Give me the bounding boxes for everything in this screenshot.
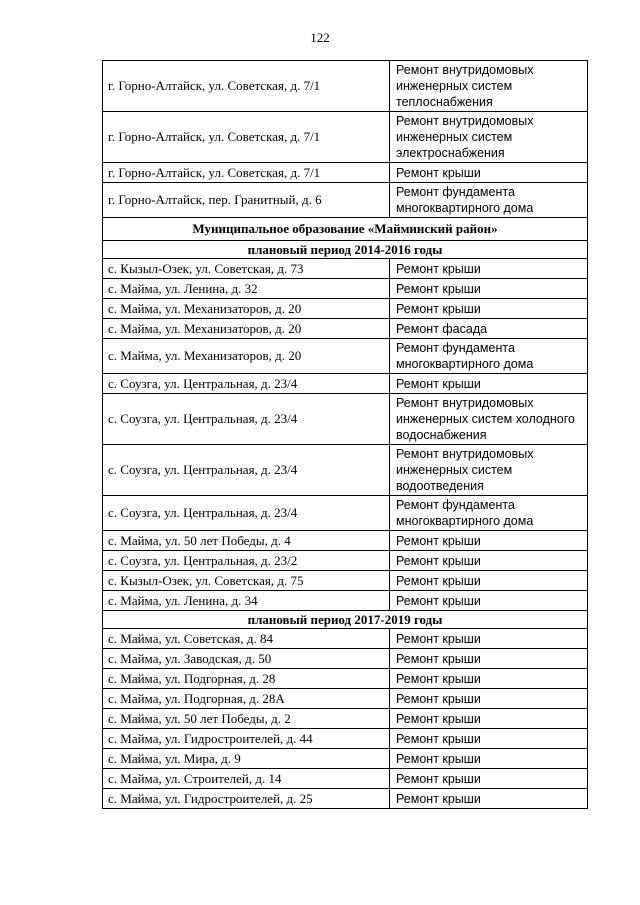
work-type-cell: Ремонт крыши: [390, 163, 588, 183]
address-cell: с. Майма, ул. Советская, д. 84: [103, 629, 390, 649]
work-type-cell: Ремонт крыши: [390, 669, 588, 689]
work-type-cell: Ремонт крыши: [390, 749, 588, 769]
address-cell: с. Кызыл-Озек, ул. Советская, д. 73: [103, 259, 390, 279]
table-row: [103, 709, 588, 729]
table-row: [103, 61, 588, 112]
work-type-cell: Ремонт крыши: [390, 299, 588, 319]
address-cell: с. Майма, ул. Подгорная, д. 28: [103, 669, 390, 689]
work-type-cell: Ремонт фасада: [390, 319, 588, 339]
address-cell: с. Майма, ул. Строителей, д. 14: [103, 769, 390, 789]
table-row: [103, 112, 588, 163]
address-cell: с. Кызыл-Озек, ул. Советская, д. 75: [103, 571, 390, 591]
work-type-cell: Ремонт крыши: [390, 729, 588, 749]
table-row: [103, 591, 588, 611]
work-type-cell: Ремонт крыши: [390, 374, 588, 394]
period-heading-row: [103, 241, 588, 259]
page-number: 122: [310, 30, 330, 45]
table-row: [103, 319, 588, 339]
address-cell: с. Майма, ул. Механизаторов, д. 20: [103, 299, 390, 319]
period-heading: плановый период 2014-2016 годы: [103, 241, 588, 259]
table-row: [103, 629, 588, 649]
address-cell: с. Майма, ул. 50 лет Победы, д. 4: [103, 531, 390, 551]
table-row: [103, 299, 588, 319]
address-cell: г. Горно-Алтайск, ул. Советская, д. 7/1: [103, 61, 390, 112]
table-row: [103, 571, 588, 591]
address-cell: с. Майма, ул. Гидростроителей, д. 44: [103, 729, 390, 749]
address-cell: г. Горно-Алтайск, пер. Гранитный, д. 6: [103, 183, 390, 218]
address-cell: с. Соузга, ул. Центральная, д. 23/4: [103, 374, 390, 394]
address-cell: с. Соузга, ул. Центральная, д. 23/4: [103, 445, 390, 496]
work-type-cell: Ремонт крыши: [390, 709, 588, 729]
work-type-cell: Ремонт крыши: [390, 551, 588, 571]
table-row: [103, 445, 588, 496]
table-row: [103, 729, 588, 749]
work-type-cell: Ремонт крыши: [390, 571, 588, 591]
address-cell: с. Соузга, ул. Центральная, д. 23/2: [103, 551, 390, 571]
table-row: [103, 163, 588, 183]
address-cell: с. Майма, ул. Механизаторов, д. 20: [103, 319, 390, 339]
work-type-cell: Ремонт крыши: [390, 591, 588, 611]
work-type-cell: Ремонт крыши: [390, 789, 588, 809]
work-type-cell: Ремонт фундамента многоквартирного дома: [390, 183, 588, 218]
table-row: [103, 496, 588, 531]
work-type-cell: Ремонт внутридомовых инженерных систем электроснабжения: [390, 112, 588, 163]
address-cell: с. Соузга, ул. Центральная, д. 23/4: [103, 394, 390, 445]
registry-body: [103, 61, 588, 809]
address-cell: с. Майма, ул. Ленина, д. 32: [103, 279, 390, 299]
address-cell: г. Горно-Алтайск, ул. Советская, д. 7/1: [103, 163, 390, 183]
address-cell: с. Соузга, ул. Центральная, д. 23/4: [103, 496, 390, 531]
address-cell: с. Майма, ул. Заводская, д. 50: [103, 649, 390, 669]
table-row: [103, 531, 588, 551]
section-heading: Муниципальное образование «Майминский район»: [103, 218, 588, 241]
table-row: [103, 259, 588, 279]
table-row: [103, 649, 588, 669]
address-cell: с. Майма, ул. Мира, д. 9: [103, 749, 390, 769]
period-heading-row: [103, 611, 588, 629]
work-type-cell: Ремонт внутридомовых инженерных систем холодного водоснабжения: [390, 394, 588, 445]
work-type-cell: Ремонт фундамента многоквартирного дома: [390, 496, 588, 531]
table-row: [103, 769, 588, 789]
section-heading-row: [103, 218, 588, 241]
address-cell: г. Горно-Алтайск, ул. Советская, д. 7/1: [103, 112, 390, 163]
work-type-cell: Ремонт крыши: [390, 629, 588, 649]
work-type-cell: Ремонт крыши: [390, 531, 588, 551]
address-cell: с. Майма, ул. Механизаторов, д. 20: [103, 339, 390, 374]
address-cell: с. Майма, ул. Гидростроителей, д. 25: [103, 789, 390, 809]
address-cell: с. Майма, ул. 50 лет Победы, д. 2: [103, 709, 390, 729]
work-type-cell: Ремонт внутридомовых инженерных систем теплоснабжения: [390, 61, 588, 112]
period-heading: плановый период 2017-2019 годы: [103, 611, 588, 629]
table-row: [103, 669, 588, 689]
work-type-cell: Ремонт крыши: [390, 649, 588, 669]
table-row: [103, 339, 588, 374]
table-row: [103, 374, 588, 394]
repair-registry-table: [102, 60, 588, 809]
work-type-cell: Ремонт крыши: [390, 259, 588, 279]
table-row: [103, 183, 588, 218]
work-type-cell: Ремонт крыши: [390, 689, 588, 709]
table-row: [103, 551, 588, 571]
address-cell: с. Майма, ул. Ленина, д. 34: [103, 591, 390, 611]
table-row: [103, 279, 588, 299]
work-type-cell: Ремонт внутридомовых инженерных систем водоотведения: [390, 445, 588, 496]
work-type-cell: Ремонт фундамента многоквартирного дома: [390, 339, 588, 374]
table-row: [103, 789, 588, 809]
table-row: [103, 394, 588, 445]
work-type-cell: Ремонт крыши: [390, 279, 588, 299]
table-row: [103, 749, 588, 769]
work-type-cell: Ремонт крыши: [390, 769, 588, 789]
address-cell: с. Майма, ул. Подгорная, д. 28А: [103, 689, 390, 709]
table-row: [103, 689, 588, 709]
